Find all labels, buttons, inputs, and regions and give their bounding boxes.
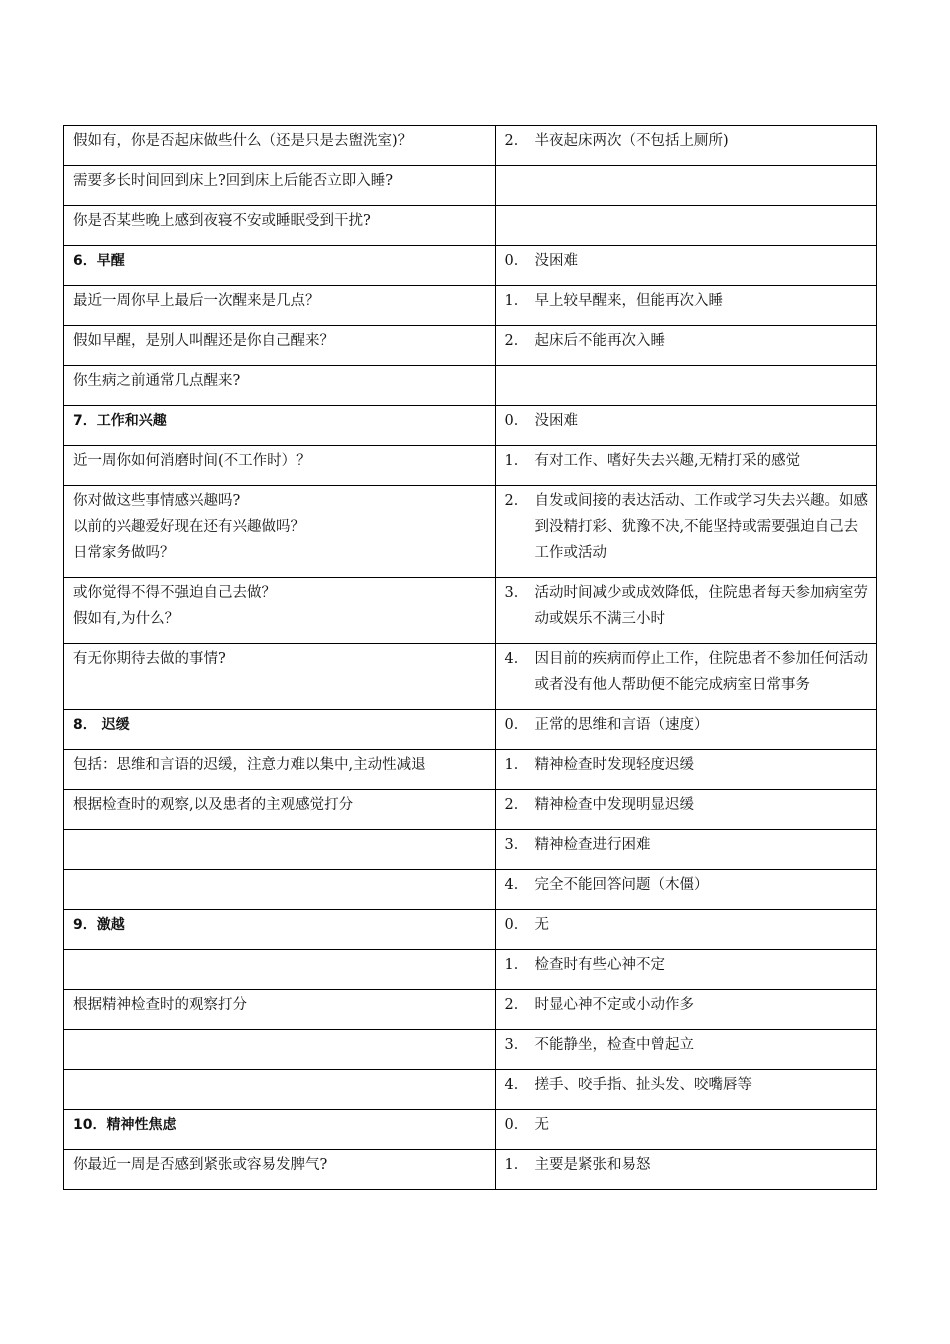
score-option-cell: [495, 710, 876, 750]
score-number: 0．: [504, 253, 529, 269]
score-option: [505, 328, 868, 354]
score-number: 2．: [504, 797, 529, 813]
score-option-cell: [495, 1110, 876, 1150]
score-option-cell: [495, 246, 876, 286]
question-text: 有无你期待去做的事情?: [73, 651, 226, 667]
score-description: 活动时间减少或成效降低，住院患者每天参加病室劳动或娱乐不满三小时: [534, 585, 869, 627]
question-text: 需要多长时间回到床上?回到床上后能否立即入睡?: [73, 173, 394, 189]
item-heading-cell: [64, 910, 496, 950]
question-cell: [64, 870, 496, 910]
score-option: [505, 832, 868, 858]
score-option: [505, 1112, 868, 1138]
question-cell: [64, 1030, 496, 1070]
score-option: [505, 912, 868, 938]
score-description: 完全不能回答问题（木僵）: [534, 877, 709, 893]
question-cell: [64, 206, 496, 246]
table-row: [64, 446, 877, 486]
score-option: [505, 488, 868, 566]
score-option: [505, 128, 868, 154]
item-heading: 8． 迟缓: [73, 717, 130, 733]
score-description: 没困难: [534, 253, 579, 269]
table-row: [64, 1030, 877, 1070]
question-cell: [64, 830, 496, 870]
question-cell: [64, 326, 496, 366]
score-option-cell: [495, 206, 876, 246]
score-option-cell: [495, 366, 876, 406]
score-description: 主要是紧张和易怒: [534, 1157, 651, 1173]
score-option-cell: [495, 870, 876, 910]
question-cell: [64, 1070, 496, 1110]
score-option-cell: [495, 1150, 876, 1190]
question-cell: [64, 126, 496, 166]
score-number: 3．: [504, 585, 529, 601]
table-row: [64, 1110, 877, 1150]
score-option: [505, 712, 868, 738]
score-description: 有对工作、嗜好失去兴趣,无精打采的感觉: [534, 453, 801, 469]
question-cell: [64, 644, 496, 710]
question-cell: [64, 950, 496, 990]
table-row: [64, 750, 877, 790]
score-option: [505, 1032, 868, 1058]
table-row: [64, 326, 877, 366]
score-option-cell: [495, 446, 876, 486]
score-description: 精神检查中发现明显迟缓: [534, 797, 695, 813]
table-row: [64, 206, 877, 246]
score-option: [505, 408, 868, 434]
score-option-cell: [495, 910, 876, 950]
score-number: 1．: [504, 453, 529, 469]
table-row: [64, 870, 877, 910]
item-heading-cell: [64, 246, 496, 286]
score-number: 2．: [504, 333, 529, 349]
score-number: 4．: [504, 877, 529, 893]
question-cell: [64, 486, 496, 578]
score-option-cell: [495, 1030, 876, 1070]
score-number: 3．: [504, 837, 529, 853]
table-row: [64, 950, 877, 990]
score-number: 2．: [504, 133, 529, 149]
question-text: 假如早醒，是别人叫醒还是你自己醒来？: [73, 333, 334, 349]
score-option-cell: [495, 578, 876, 644]
item-heading: 6．早醒: [73, 253, 125, 269]
table-row: [64, 166, 877, 206]
score-description: 搓手、咬手指、扯头发、咬嘴唇等: [534, 1077, 753, 1093]
question-text: 日常家务做吗？: [73, 545, 175, 561]
item-heading-cell: [64, 710, 496, 750]
rating-scale-table: [63, 125, 877, 1190]
table-row: [64, 990, 877, 1030]
question-text: 你生病之前通常几点醒来?: [73, 373, 241, 389]
question-cell: [64, 750, 496, 790]
score-number: 0．: [504, 1117, 529, 1133]
table-row: [64, 830, 877, 870]
table-row: [64, 910, 877, 950]
score-description: 检查时有些心神不定: [534, 957, 666, 973]
score-number: 1．: [504, 1157, 529, 1173]
table-row: [64, 486, 877, 578]
score-number: 2．: [504, 493, 529, 509]
question-text: 你最近一周是否感到紧张或容易发脾气?: [73, 1157, 328, 1173]
question-text: 最近一周你早上最后一次醒来是几点？: [73, 293, 320, 309]
score-option: [505, 288, 868, 314]
score-option-cell: [495, 990, 876, 1030]
table-row: [64, 366, 877, 406]
question-text: 你对做这些事情感兴趣吗?: [73, 493, 241, 509]
question-cell: [64, 990, 496, 1030]
score-number: 4．: [504, 651, 529, 667]
score-option-cell: [495, 950, 876, 990]
question-text: 根据精神检查时的观察打分: [73, 997, 247, 1013]
score-description: 半夜起床两次（不包括上厕所): [534, 133, 729, 149]
score-option: [505, 952, 868, 978]
score-option-cell: [495, 286, 876, 326]
question-text: 你是否某些晚上感到夜寝不安或睡眠受到干扰?: [73, 213, 371, 229]
question-cell: [64, 446, 496, 486]
question-cell: [64, 286, 496, 326]
score-option: [505, 580, 868, 632]
score-option: [505, 448, 868, 474]
score-number: 1．: [504, 757, 529, 773]
score-option-cell: [495, 830, 876, 870]
score-option-cell: [495, 126, 876, 166]
item-heading-cell: [64, 1110, 496, 1150]
table-row: [64, 246, 877, 286]
score-option: [505, 752, 868, 778]
score-option: [505, 792, 868, 818]
score-option-cell: [495, 406, 876, 446]
score-description: 正常的思维和言语（速度）: [534, 717, 709, 733]
question-text: 或你觉得不得不强迫自己去做？: [73, 585, 276, 601]
table-row: [64, 1150, 877, 1190]
table-row: [64, 790, 877, 830]
score-number: 4．: [504, 1077, 529, 1093]
score-description: 自发或间接的表达活动、工作或学习失去兴趣。如感到没精打彩、犹豫不决,不能坚持或需要强迫自己去工作或活动: [534, 493, 869, 561]
score-description: 精神检查时发现轻度迟缓: [534, 757, 695, 773]
score-description: 没困难: [534, 413, 579, 429]
score-number: 1．: [504, 957, 529, 973]
question-cell: [64, 1150, 496, 1190]
table-row: [64, 710, 877, 750]
score-option: [505, 872, 868, 898]
score-number: 0．: [504, 917, 529, 933]
question-text: 假如有,为什么？: [73, 611, 180, 627]
table-row: [64, 286, 877, 326]
score-option-cell: [495, 486, 876, 578]
question-text: 近一周你如何消磨时间(不工作时）？: [73, 453, 311, 469]
score-description: 早上较早醒来，但能再次入睡: [534, 293, 724, 309]
table-row: [64, 578, 877, 644]
score-description: 精神检查进行困难: [534, 837, 651, 853]
score-option: [505, 992, 868, 1018]
score-description: 不能静坐，检查中曾起立: [534, 1037, 695, 1053]
question-text: 包括：思维和言语的迟缓，注意力难以集中,主动性减退: [73, 757, 426, 773]
score-option-cell: [495, 790, 876, 830]
score-option-cell: [495, 166, 876, 206]
item-heading-cell: [64, 406, 496, 446]
table-row: [64, 1070, 877, 1110]
item-heading: 10．精神性焦虑: [73, 1117, 177, 1133]
item-heading: 9．激越: [73, 917, 125, 933]
score-number: 0．: [504, 717, 529, 733]
score-description: 时显心神不定或小动作多: [534, 997, 695, 1013]
score-description: 无: [534, 917, 550, 933]
score-option: [505, 248, 868, 274]
score-number: 0．: [504, 413, 529, 429]
score-description: 因目前的疾病而停止工作，住院患者不参加任何活动或者没有他人帮助便不能完成病室日常事务: [534, 651, 869, 693]
table-row: [64, 406, 877, 446]
question-text: 以前的兴趣爱好现在还有兴趣做吗？: [73, 519, 305, 535]
score-option: [505, 646, 868, 698]
question-text: 根据检查时的观察,以及患者的主观感觉打分: [73, 797, 354, 813]
score-description: 起床后不能再次入睡: [534, 333, 666, 349]
score-number: 2．: [504, 997, 529, 1013]
rating-scale-body: [64, 126, 877, 1190]
table-row: [64, 644, 877, 710]
table-row: [64, 126, 877, 166]
score-number: 1．: [504, 293, 529, 309]
item-heading: 7．工作和兴趣: [73, 413, 167, 429]
question-cell: [64, 578, 496, 644]
score-option-cell: [495, 1070, 876, 1110]
score-number: 3．: [504, 1037, 529, 1053]
question-cell: [64, 366, 496, 406]
score-option-cell: [495, 326, 876, 366]
score-option-cell: [495, 750, 876, 790]
question-cell: [64, 790, 496, 830]
score-option: [505, 1072, 868, 1098]
score-description: 无: [534, 1117, 550, 1133]
question-cell: [64, 166, 496, 206]
score-option-cell: [495, 644, 876, 710]
score-option: [505, 1152, 868, 1178]
question-text: 假如有，你是否起床做些什么（还是只是去盥洗室)？: [73, 133, 413, 149]
